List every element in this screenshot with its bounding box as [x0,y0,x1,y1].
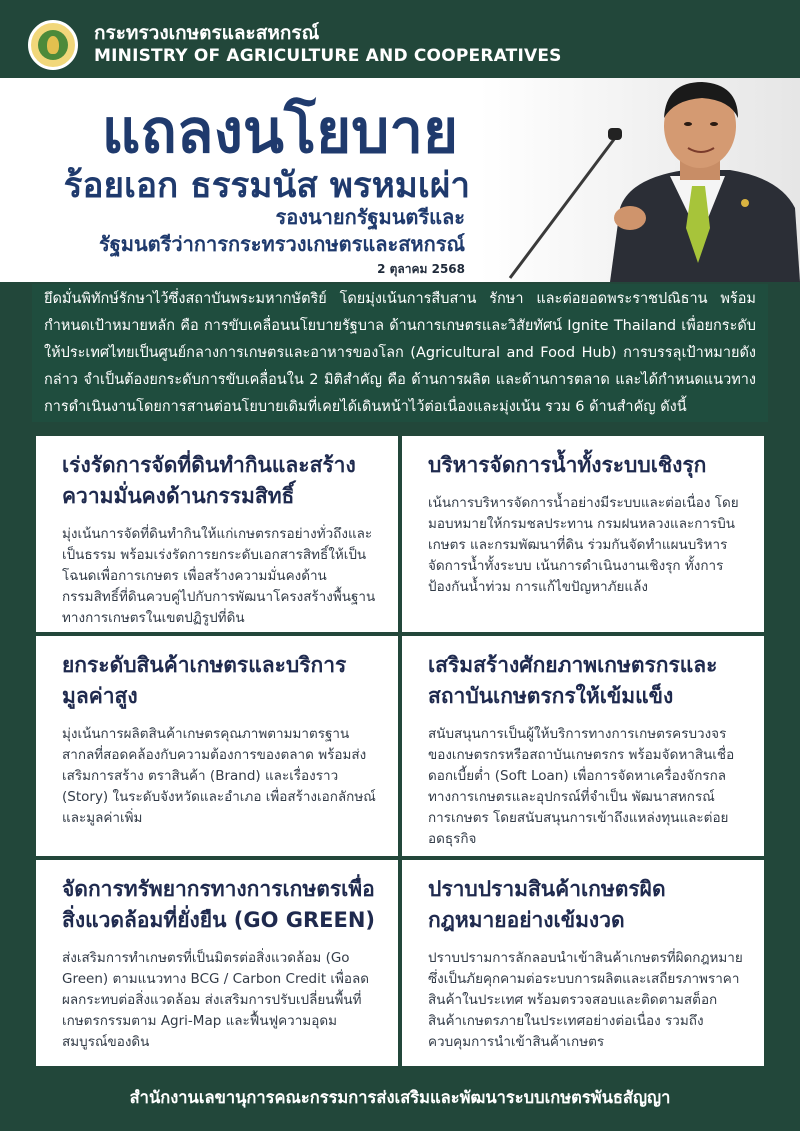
policy-title: เร่งรัดการจัดที่ดินทำกินและสร้างความมั่นคงด้านกรรมสิทธิ์ [62,453,356,508]
minister-photo [480,78,800,282]
policy-card-farmers [402,636,764,856]
minister-position-line1: รองนายกรัฐมนตรีและ [275,205,465,229]
minister-position-line2: รัฐมนตรีว่าการกระทรวงเกษตรและสหกรณ์ [99,232,465,256]
policy-title: ยกระดับสินค้าเกษตรและบริการมูลค่าสูง [62,653,347,708]
minister-name: ร้อยเอก ธรรมนัส พรหมเผ่า [63,166,470,206]
ministry-logo [28,20,78,70]
policy-title: จัดการทรัพยากรทางการเกษตรเพื่อสิ่งแวดล้อมที่ยั่งยืน (GO GREEN) [62,877,376,932]
policy-card-go-green [36,860,398,1066]
policy-body: สนับสนุนการเป็นผู้ให้บริการทางการเกษตรครบวงจรของเกษตรกรหรือสถาบันเกษตรกร พร้อมจัดหาสินเชื่อดอกเบี้ยต่ำ (Soft Loan) เพื่อการจัดหาเครื่องจักรกลทางการเกษตรและอุปกรณ์ที่จำเป็น พัฒนาสหกรณ์การเกษตร โดยสนับสนุนการเข้าถึงแหล่งทุนและต่อยอดธุรกิจ [428,726,735,847]
intro-paragraph: ยึดมั่นพิทักษ์รักษาไว้ซึ่งสถาบันพระมหากษัตริย์ โดยมุ่งเน้นการสืบสาน รักษา และต่อยอดพระราชปณิธาน พร้อมกำหนดเป้าหมายหลัก คือ การขับเคลื่อนนโยบายรัฐบาล ด้านการเกษตรและวิสัยทัศน์ Ignite Thailand เพื่อยกระดับให้ประเทศไทยเป็นศูนย์กลางการเกษตรและอาหารของโลก (Agricultural and Food Hub) การบรรลุเป้าหมายดังกล่าว จำเป็นต้องยกระดับการขับเคลื่อนใน 2 มิติสำคัญ คือ ด้านการผลิต และด้านการตลาด และได้กำหนดแนวทางการดำเนินงานโดยการสานต่อนโยบายเดิมที่เคยได้เดินหน้าไว้ต่อเนื่องและมุ่งเน้น รวม 6 ด้านสำคัญ ดังนี้ [32,284,768,422]
policy-title: ปราบปรามสินค้าเกษตรผิดกฎหมายอย่างเข้มงวด [428,877,666,932]
policy-card-land [36,436,398,632]
policy-body: เน้นการบริหารจัดการน้ำอย่างมีระบบและต่อเนื่อง โดยมอบหมายให้กรมชลประทาน กรมฝนหลวงและการบินเกษตร และกรมพัฒนาที่ดิน ร่วมกันจัดทำแผนบริหารจัดการน้ำทั้งระบบ เน้นการดำเนินงานเชิงรุก ทั้งการป้องกันน้ำท่วม การแก้ไขปัญหาภัยแล้ง [428,495,739,595]
policy-card-water [402,436,764,632]
policy-body: ส่งเสริมการทำเกษตรที่เป็นมิตรต่อสิ่งแวดล้อม (Go Green) ตามแนวทาง BCG / Carbon Credit เพื่อลดผลกระทบต่อสิ่งแวดล้อม ส่งเสริมการปรับเปลี่ยนพื้นที่เกษตรกรรมตาม Agri-Map และฟื้นฟูความอุดมสมบูรณ์ของดิน [62,950,370,1050]
policy-grid [32,432,768,1070]
policy-card-illegal-goods [402,860,764,1066]
policy-card-high-value [36,636,398,856]
ministry-name-thai: กระทรวงเกษตรและสหกรณ์ [94,22,320,44]
policy-body: ปราบปรามการลักลอบนำเข้าสินค้าเกษตรที่ผิดกฎหมาย ซึ่งเป็นภัยคุกคามต่อระบบการผลิตและเสถียรภาพราคาสินค้าในประเทศ พร้อมตรวจสอบและติดตามสต็อกสินค้าเกษตรภายในประเทศอย่างต่อเนื่อง รวมถึงควบคุมการนำเข้าสินค้าเกษตร [428,950,743,1050]
statement-date: 2 ตุลาคม 2568 [377,262,465,276]
page-title: แถลงนโยบาย [101,97,459,167]
footer-office-name: สำนักงานเลขานุการคณะกรรมการส่งเสริมและพัฒนาระบบเกษตรพันธสัญญา [129,1088,671,1107]
header-bar [0,0,800,78]
ministry-name-english: MINISTRY OF AGRICULTURE AND COOPERATIVES [94,46,562,66]
policy-body: มุ่งเน้นการจัดที่ดินทำกินให้แก่เกษตรกรอย่างทั่วถึงและเป็นธรรม พร้อมเร่งรัดการยกระดับเอกสารสิทธิ์ให้เป็น โฉนดเพื่อการเกษตร เพื่อสร้างความมั่นคงด้านกรรมสิทธิ์ที่ดินควบคู่ไปกับการพัฒนาโครงสร้างพื้นฐานทางการเกษตรในเขตปฏิรูปที่ดิน [62,526,376,626]
policy-title: เสริมสร้างศักยภาพเกษตรกรและสถาบันเกษตรกรให้เข้มแข็ง [428,653,718,708]
policy-title: บริหารจัดการน้ำทั้งระบบเชิงรุก [428,453,707,477]
policy-body: มุ่งเน้นการผลิตสินค้าเกษตรคุณภาพตามมาตรฐานสากลที่สอดคล้องกับความต้องการของตลาด พร้อมส่งเสริมการสร้าง ตราสินค้า (Brand) และเรื่องราว (Story) ในระดับจังหวัดและอำเภอ เพื่อสร้างเอกลักษณ์และมูลค่าเพิ่ม [62,726,376,826]
hero-section [0,78,800,282]
